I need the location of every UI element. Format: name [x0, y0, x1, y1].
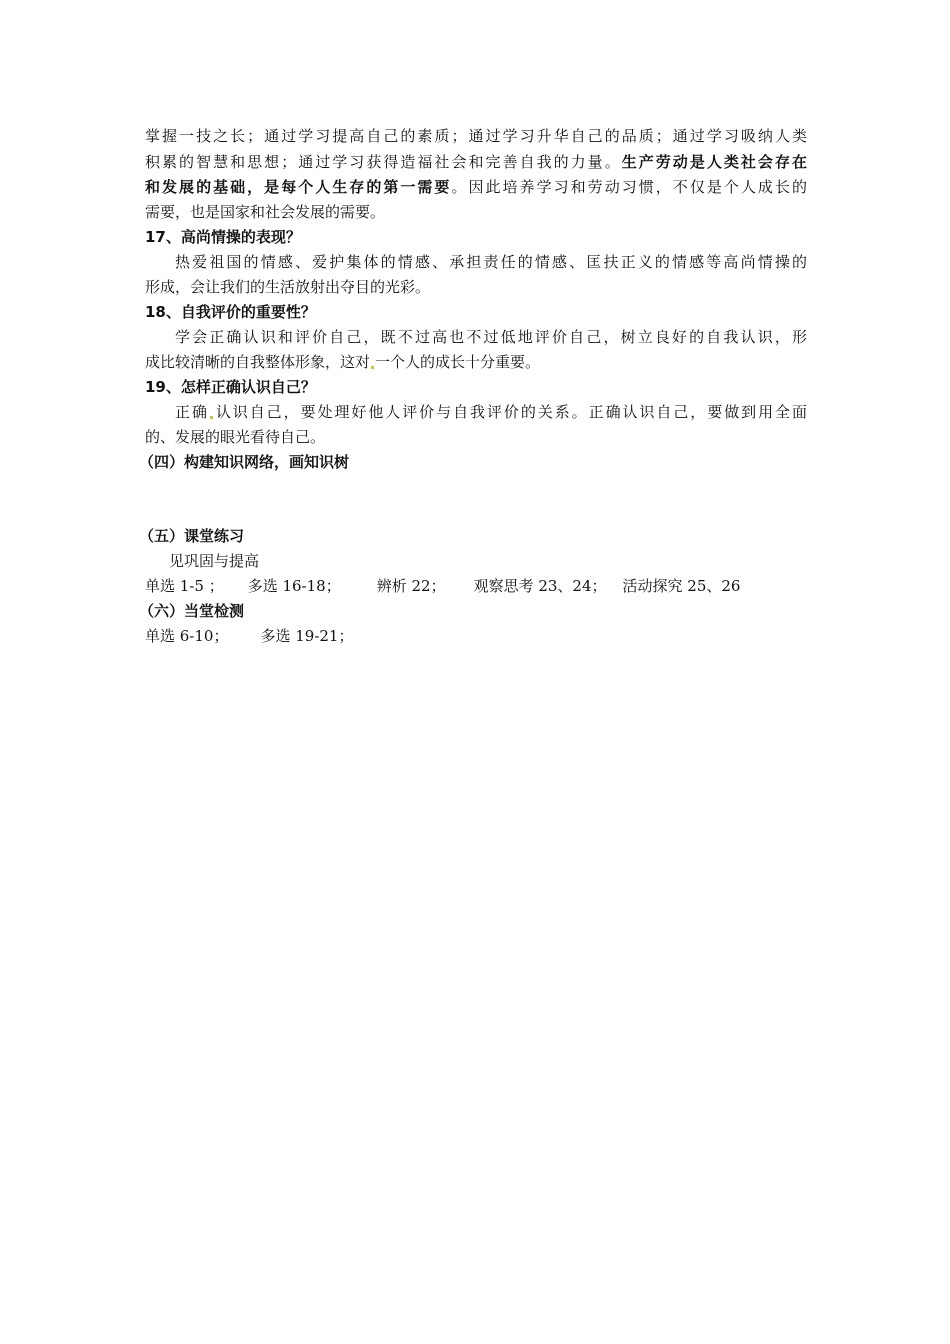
q18-line2: [145, 352, 540, 372]
section5-item: 活动探究 25、26: [622, 577, 741, 595]
q19-heading: 19、怎样正确认识自己？: [145, 378, 316, 396]
q19-line1: [175, 402, 807, 422]
q17-line2: 形成，会让我们的生活放射出夺目的光彩。: [145, 278, 431, 296]
para1-line3-text: 。因此培养学习和劳动习惯，不仅是个人成长的: [451, 178, 807, 196]
q18-line1: 学会正确认识和评价自己，既不过高也不过低地评价自己，树立良好的自我认识，形: [175, 328, 807, 346]
q17-line1: 热爱祖国的情感、爱护集体的情感、承担责任的情感、匡扶正义的情感等高尚情操的: [175, 253, 807, 271]
section5-item: 多选 16-18；: [247, 577, 341, 595]
q19-line1-text-a: 正确: [175, 403, 209, 421]
para1-line2-bold: 生产劳动是人类社会存在: [621, 153, 807, 171]
section6-item: 多选 19-21；: [260, 627, 354, 645]
section6-items: [145, 626, 353, 646]
section5-items: [145, 576, 740, 596]
para1-line2-text: 积累的智慧和思想；通过学习获得造福社会和完善自我的力量。: [145, 153, 622, 171]
q18-heading: 18、自我评价的重要性？: [145, 303, 316, 321]
edit-mark-icon: [371, 366, 374, 369]
edit-mark-icon: [210, 416, 213, 419]
section4-heading: （四）构建知识网络，画知识树: [139, 453, 350, 471]
section5-item: 单选 1-5 ；: [145, 577, 224, 595]
para1-line3: [145, 177, 807, 197]
q19-line1-text-b: 认识自己，要处理好他人评价与自我评价的关系。正确认识自己，要做到用全面: [213, 403, 807, 421]
section5-item: 观察思考 23、24；: [473, 577, 607, 595]
q19-line2: 的、发展的眼光看待自己。: [145, 428, 326, 446]
section5-note: 见巩固与提高: [169, 552, 260, 570]
section5-heading: （五）课堂练习: [139, 527, 245, 545]
para1-line4: 需要，也是国家和社会发展的需要。: [145, 203, 386, 221]
section6-heading: （六）当堂检测: [139, 602, 245, 620]
para1-line2: [145, 152, 807, 172]
section5-item: 辨析 22；: [376, 577, 446, 595]
q18-line2-text-b: 一个人的成长十分重要。: [375, 353, 541, 371]
q17-heading: 17、高尚情操的表现？: [145, 228, 301, 246]
q18-line2-text-a: 成比较清晰的自我整体形象，这对: [145, 353, 371, 371]
para1-line1: 掌握一技之长；通过学习提高自己的素质；通过学习升华自己的品质；通过学习吸纳人类: [145, 127, 807, 145]
para1-line3-bold: 和发展的基础，是每个人生存的第一需要: [145, 178, 452, 196]
section6-item: 单选 6-10；: [145, 627, 229, 645]
